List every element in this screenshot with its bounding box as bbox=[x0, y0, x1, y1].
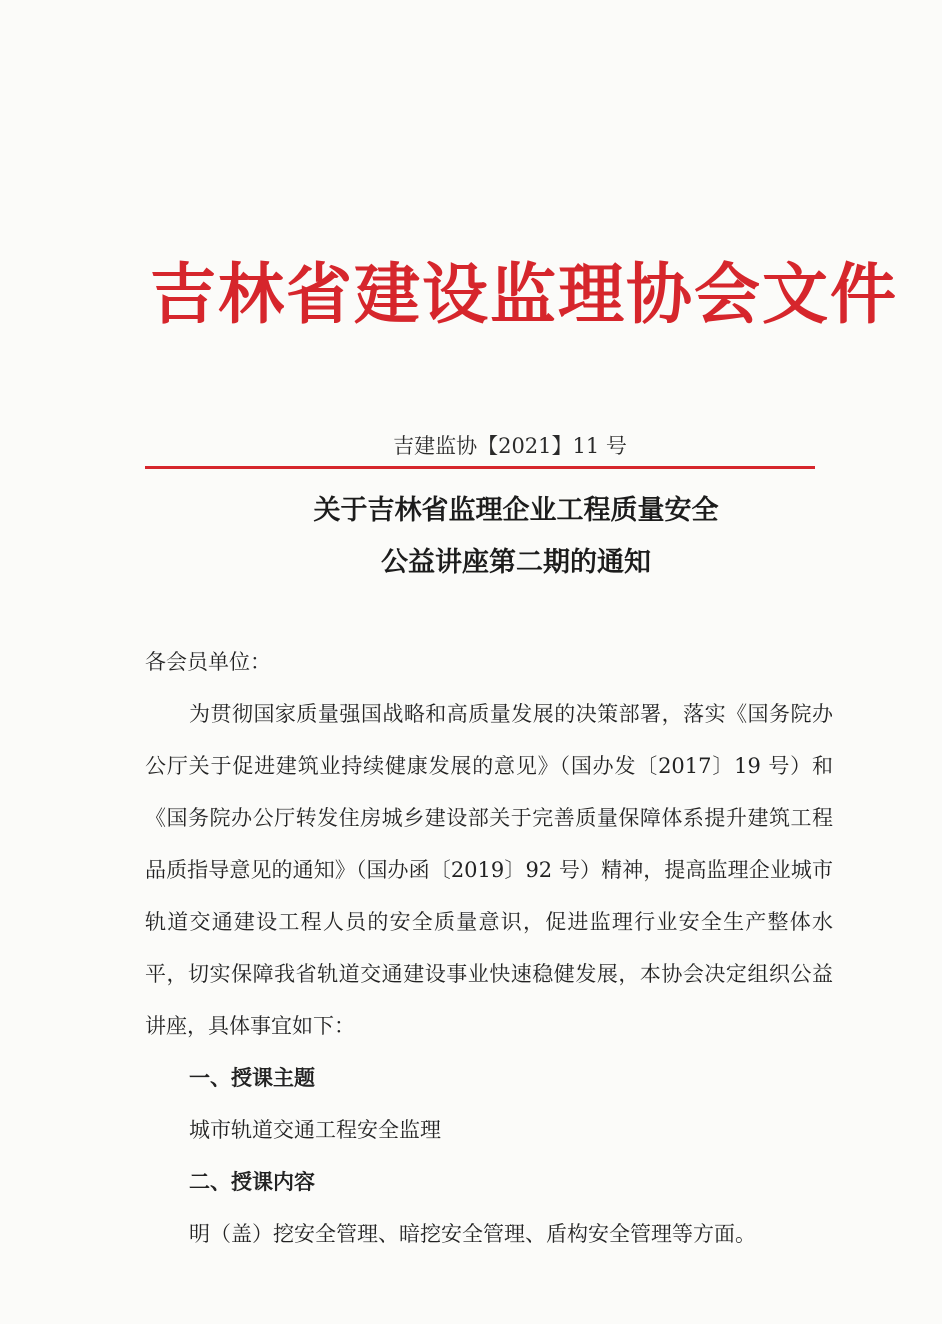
salutation: 各会员单位： bbox=[145, 650, 271, 674]
section-text-content: 明（盖）挖安全管理、暗挖安全管理、盾构安全管理等方面。 bbox=[189, 1222, 756, 1246]
red-divider bbox=[145, 466, 815, 469]
section-heading-topic: 一、授课主题 bbox=[189, 1066, 315, 1090]
org-title: 吉林省建设监理协会文件 bbox=[150, 256, 898, 333]
notice-body bbox=[145, 636, 833, 1260]
section-heading-content: 二、授课内容 bbox=[189, 1170, 315, 1194]
doc-number: 吉建监协【2021】11 号 bbox=[393, 434, 627, 458]
notice-title-line2: 公益讲座第二期的通知 bbox=[381, 547, 651, 578]
intro-paragraph: 为贯彻国家质量强国战略和高质量发展的决策部署，落实《国务院办公厅关于促进建筑业持续健康发展的意见》（国办发〔2017〕19 号）和《国务院办公厅转发住房城乡建设部关于完善质量保障体系提升建筑工程品质指导意见的通知》（国办函〔2019〕92 号）精神，提高监理企业城市轨道交通建设工程人员的安全质量意识，促进监理行业安全生产整体水平，切实保障我省轨道交通建设事业快速稳健发展，本协会决定组织公益讲座，具体事宜如下： bbox=[145, 702, 833, 1038]
notice-title-line1: 关于吉林省监理企业工程质量安全 bbox=[313, 495, 719, 526]
section-text-topic: 城市轨道交通工程安全监理 bbox=[189, 1118, 441, 1142]
notice-title bbox=[145, 485, 887, 589]
